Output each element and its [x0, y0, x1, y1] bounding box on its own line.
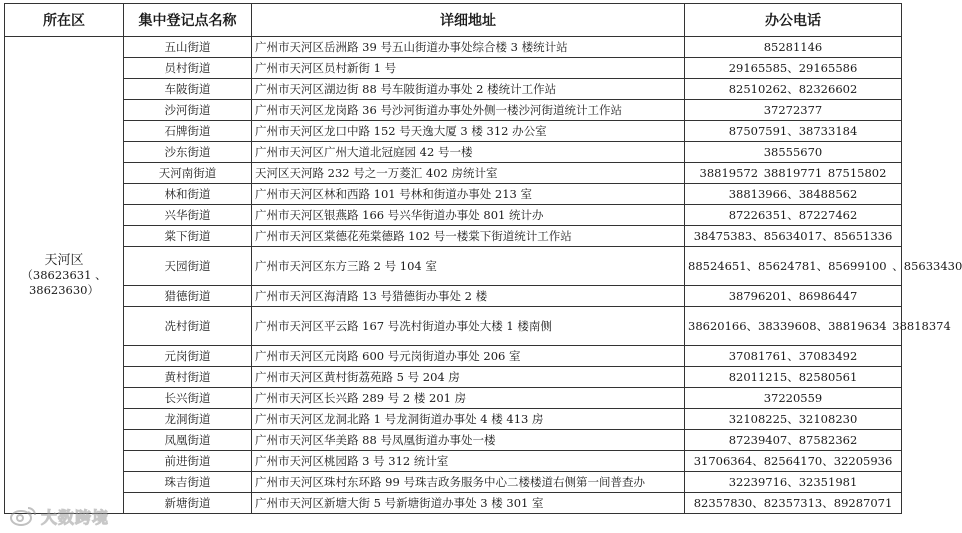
table-row: [5, 409, 902, 430]
table-row: [5, 451, 902, 472]
address-cell: 广州市天河区龙洞北路 1 号龙洞街道办事处 4 楼 413 房: [252, 409, 685, 430]
address-cell: 广州市天河区棠德花苑棠德路 102 号一楼棠下街道统计工作站: [252, 226, 685, 247]
address-cell: 广州市天河区东方三路 2 号 104 室: [252, 247, 685, 286]
point-name-cell: 元岗街道: [124, 346, 252, 367]
address-cell: 天河区天河路 232 号之一万菱汇 402 房统计室: [252, 163, 685, 184]
point-name-cell: 五山街道: [124, 37, 252, 58]
address-cell: 广州市天河区平云路 167 号冼村街道办事处大楼 1 楼南侧: [252, 307, 685, 346]
district-name: 天河区: [44, 252, 84, 268]
table-row: [5, 307, 902, 346]
table-row: [5, 226, 902, 247]
header-row: [5, 4, 902, 37]
table-row: [5, 79, 902, 100]
point-name-cell: 沙河街道: [124, 100, 252, 121]
address-cell: 广州市天河区银燕路 166 号兴华街道办事处 801 统计办: [252, 205, 685, 226]
registration-points-table: [4, 3, 962, 514]
phone-cell: 32108225、32108230: [685, 409, 902, 430]
phone-cell: 88524651、85624781、85699100 、85633430: [685, 247, 902, 286]
table-row: [5, 493, 902, 514]
table-row: [5, 247, 902, 286]
phone-cell: 32239716、32351981: [685, 472, 902, 493]
phone-cell: 38620166、38339608、38819634 38818374: [685, 307, 902, 346]
point-name-cell: 凤凰街道: [124, 430, 252, 451]
address-cell: 广州市天河区元岗路 600 号元岗街道办事处 206 室: [252, 346, 685, 367]
point-name-cell: 冼村街道: [124, 307, 252, 346]
table-row: [5, 286, 902, 307]
address-cell: 广州市天河区桃园路 3 号 312 统计室: [252, 451, 685, 472]
table-row: [5, 184, 902, 205]
point-name-cell: 林和街道: [124, 184, 252, 205]
phone-cell: 38475383、85634017、85651336: [685, 226, 902, 247]
district-phone-line2: 38623630）: [28, 282, 100, 297]
point-name-cell: 沙东街道: [124, 142, 252, 163]
table-row: [5, 121, 902, 142]
address-cell: 广州市天河区新塘大街 5 号新塘街道办事处 3 楼 301 室: [252, 493, 685, 514]
table-row: [5, 163, 902, 184]
point-name-cell: 黄村街道: [124, 367, 252, 388]
table-row: [5, 142, 902, 163]
phone-cell: 87507591、38733184: [685, 121, 902, 142]
point-name-cell: 车陂街道: [124, 79, 252, 100]
phone-cell: 85281146: [685, 37, 902, 58]
phone-cell: 82510262、82326602: [685, 79, 902, 100]
header-point: 集中登记点名称: [124, 4, 252, 37]
phone-cell: 38819572 38819771 87515802: [685, 163, 902, 184]
point-name-cell: 猎德街道: [124, 286, 252, 307]
point-name-cell: 石牌街道: [124, 121, 252, 142]
address-cell: 广州市天河区海清路 13 号猎德街办事处 2 楼: [252, 286, 685, 307]
address-cell: 广州市天河区龙口中路 152 号天逸大厦 3 楼 312 办公室: [252, 121, 685, 142]
address-cell: 广州市天河区林和西路 101 号林和街道办事处 213 室: [252, 184, 685, 205]
address-cell: 广州市天河区员村新街 1 号: [252, 58, 685, 79]
header-address: 详细地址: [252, 4, 685, 37]
table-row: [5, 100, 902, 121]
phone-cell: 82357830、82357313、89287071: [685, 493, 902, 514]
point-name-cell: 天河南街道: [124, 163, 252, 184]
point-name-cell: 珠吉街道: [124, 472, 252, 493]
table-row: [5, 37, 902, 58]
phone-cell: 37220559: [685, 388, 902, 409]
phone-cell: 38555670: [685, 142, 902, 163]
address-cell: 广州市天河区黄村街荔苑路 5 号 204 房: [252, 367, 685, 388]
table-row: [5, 472, 902, 493]
address-cell: 广州市天河区龙岗路 36 号沙河街道办事处外侧一楼沙河街道统计工作站: [252, 100, 685, 121]
point-name-cell: 棠下街道: [124, 226, 252, 247]
address-cell: 广州市天河区湖边街 88 号车陂街道办事处 2 楼统计工作站: [252, 79, 685, 100]
header-phone: 办公电话: [685, 4, 902, 37]
table-row: [5, 346, 902, 367]
phone-cell: 29165585、29165586: [685, 58, 902, 79]
point-name-cell: 天园街道: [124, 247, 252, 286]
phone-cell: 87239407、87582362: [685, 430, 902, 451]
point-name-cell: 兴华街道: [124, 205, 252, 226]
phone-cell: 37081761、37083492: [685, 346, 902, 367]
point-name-cell: 长兴街道: [124, 388, 252, 409]
point-name-cell: 新塘街道: [124, 493, 252, 514]
point-name-cell: 前进街道: [124, 451, 252, 472]
phone-cell: 82011215、82580561: [685, 367, 902, 388]
address-cell: 广州市天河区岳洲路 39 号五山街道办事处综合楼 3 楼统计站: [252, 37, 685, 58]
phone-cell: 37272377: [685, 100, 902, 121]
phone-cell: 38796201、86986447: [685, 286, 902, 307]
table-row: [5, 58, 902, 79]
header-district: 所在区: [5, 4, 124, 37]
district-cell: [5, 37, 124, 514]
address-cell: 广州市天河区广州大道北冠庭园 42 号一楼: [252, 142, 685, 163]
address-cell: 广州市天河区华美路 88 号凤凰街道办事处一楼: [252, 430, 685, 451]
address-cell: 广州市天河区长兴路 289 号 2 楼 201 房: [252, 388, 685, 409]
phone-cell: 38813966、38488562: [685, 184, 902, 205]
point-name-cell: 员村街道: [124, 58, 252, 79]
address-cell: 广州市天河区珠村东环路 99 号珠吉政务服务中心二楼楼道右侧第一间普查办: [252, 472, 685, 493]
phone-cell: 31706364、82564170、32205936: [685, 451, 902, 472]
table-row: [5, 367, 902, 388]
table-row: [5, 388, 902, 409]
district-phone-line1: （38623631 、: [21, 267, 107, 282]
point-name-cell: 龙洞街道: [124, 409, 252, 430]
table-body: [5, 37, 962, 514]
phone-cell: 87226351、87227462: [685, 205, 902, 226]
table-row: [5, 430, 902, 451]
table-row: [5, 205, 902, 226]
watermark-text: 大数跨境: [41, 507, 110, 527]
